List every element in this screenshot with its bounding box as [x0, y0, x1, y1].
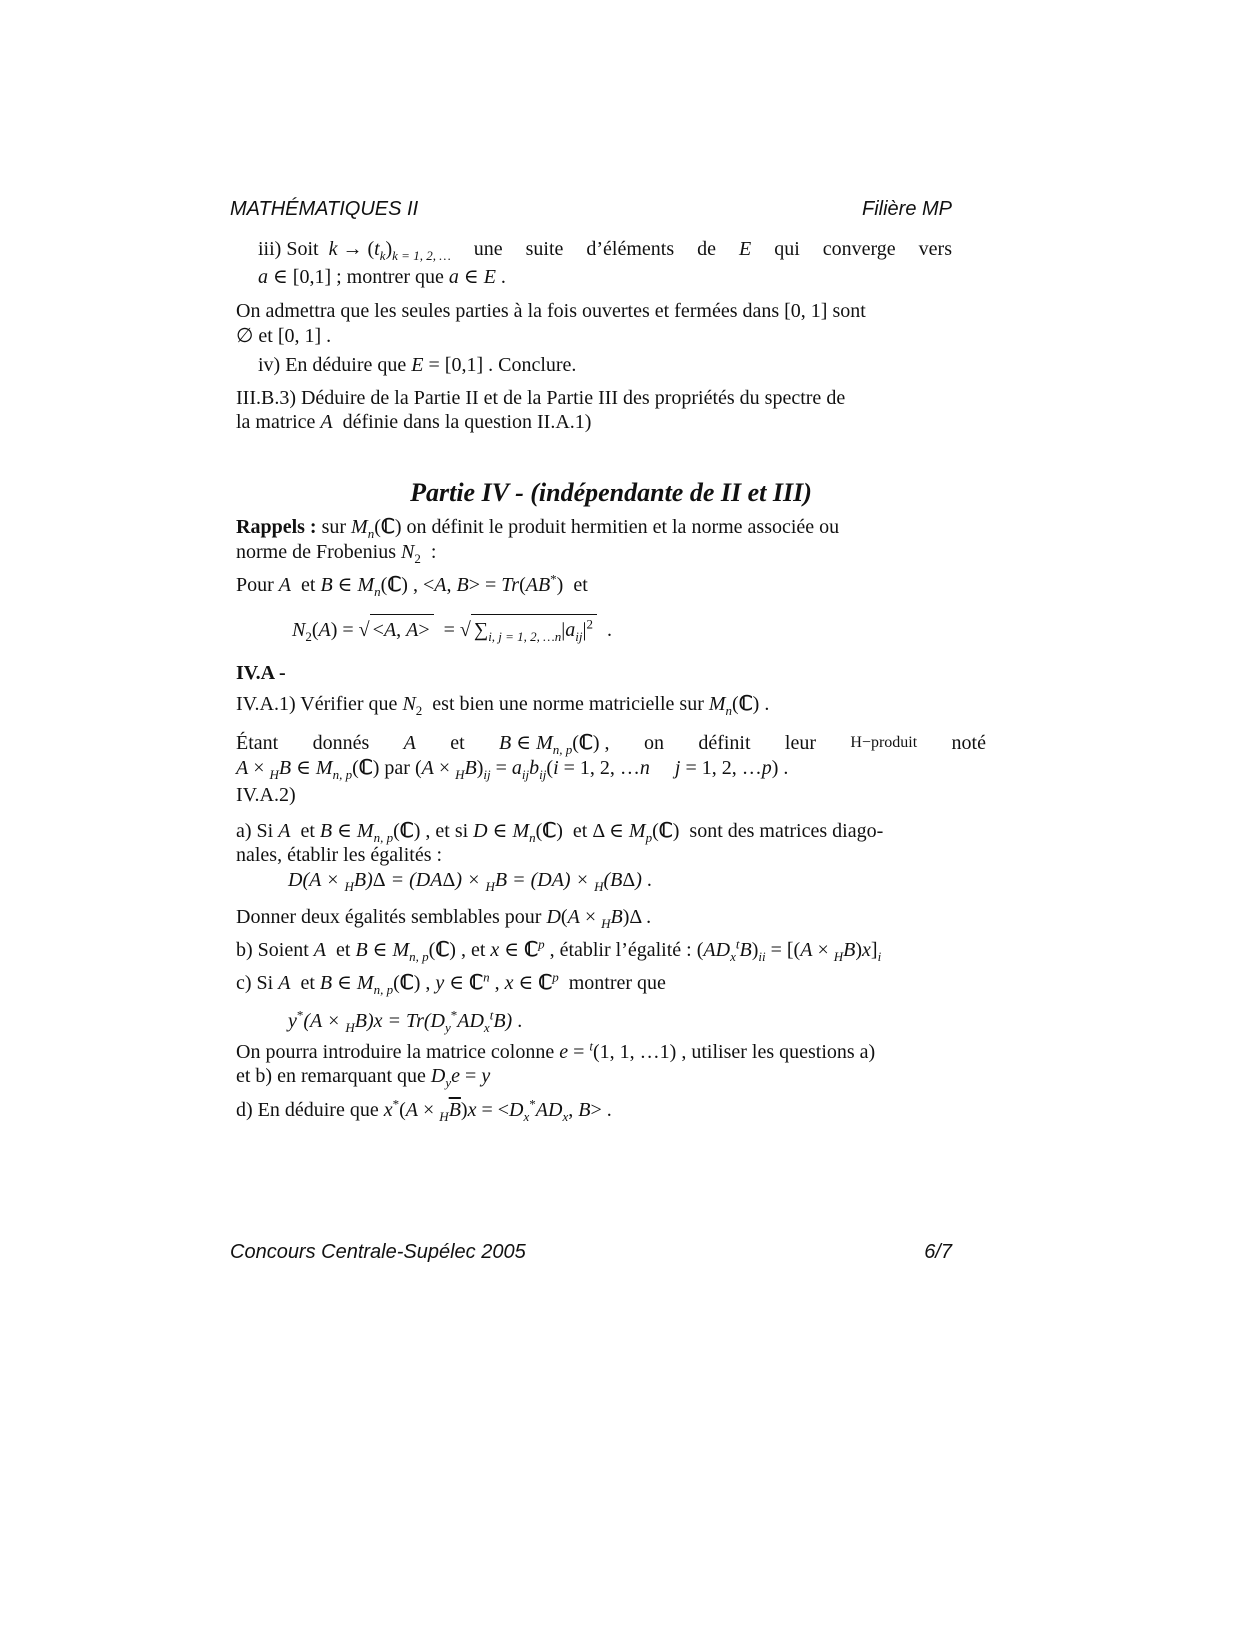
line-admettra: On admettra que les seules parties à la fois ouvertes et fermées dans [0, 1] sont: [236, 300, 866, 322]
line-a-si: a) Si A et B ∈ $M_{n, p}(ℂ)$ , et si D ∈ $M_n(ℂ)$ et Δ ∈ $M_p(ℂ)$ sont des matrices diago-: [236, 820, 884, 845]
line-donner: Donner deux égalités semblables pour D(A × $_H$B)Δ .: [236, 906, 652, 931]
line-nales: nales, établir les égalités :: [236, 844, 443, 866]
page-header-left: MATHÉMATIQUES II: [230, 198, 419, 220]
page-header-right: Filière MP: [861, 198, 952, 220]
line-c-si: c) Si A et B ∈ $M_{n, p}(ℂ)$ , y ∈ ℂ$^n$ , x ∈ ℂ$^p$ montrer que: [236, 969, 666, 997]
line-iiib3: III.B.3) Déduire de la Partie II et de la Partie III des propriétés du spectre de: [236, 387, 846, 409]
line-b-soient: b) Soient A et B ∈ $M_{n, p}(ℂ)$ , et x ∈ ℂ$^p$ , établir l’égalité : $(AD_x^tB)_{ii} = [(A \times _HB)x]_i$: [236, 936, 882, 964]
line-etant: Étant donnés A et B ∈ $M_{n, p}(ℂ)$ , on définit leur H−produit noté: [236, 732, 986, 757]
line-et-b: et b) en remarquant que $D_ye = y$: [236, 1065, 491, 1090]
line-empty-set: ∅ et [0, 1] .: [236, 325, 332, 347]
line-iva1: IV.A.1) Vérifier que $N_2$ est bien une norme matricielle sur $M_n(ℂ)$ .: [236, 693, 770, 718]
line-rappels: Rappels : sur $M_n(ℂ)$ on définit le produit hermitien et la norme associée ou: [236, 516, 840, 541]
line-iii-cont: a ∈ [0,1] ; montrer que a ∈ E .: [258, 266, 506, 288]
line-matrice-A: la matrice A définie dans la question II.A.1): [236, 411, 592, 433]
line-hproduct-def: A × $_H$B ∈ $M_{n, p}(ℂ)$ par $(A \times _HB)_{ij} = a_{ij}b_{ij}(i = 1$, 2, …n j = 1, 2, …p) .: [236, 757, 789, 782]
page-footer-left: Concours Centrale-Supélec 2005: [230, 1241, 526, 1263]
subsection-iva2: IV.A.2): [236, 784, 296, 806]
line-iii: iii) Soit $k \to (t_k)_{k = 1, 2, \dots}$ une suite d’éléments de E qui converge vers: [258, 238, 952, 263]
formula-a: D(A × $_H$B)Δ = (DAΔ) × $_H$B = (DA) × $_H$(BΔ) .: [288, 869, 652, 894]
line-d-en-deduire: d) En déduire que $x^*(A \times _H\overline{B})x = <D_x^*AD_x$, B> .: [236, 1096, 612, 1124]
line-pour: Pour A et B ∈ $M_n(ℂ)$ , <A, B> = Tr(AB*) et: [236, 571, 588, 599]
section-title: Partie IV - (indépendante de II et III): [410, 478, 812, 507]
page-number: 6/7: [924, 1241, 952, 1263]
subsection-iva: IV.A -: [236, 662, 286, 684]
formula-frobenius-norm: $N_2(A)$ = √ <A, A> = √ $\sum_{i, j = 1, 2, \dots n}|a_{ij}|^2$ .: [292, 614, 1042, 645]
line-frobenius: norme de Frobenius $N_2$ :: [236, 541, 437, 566]
line-iv: iv) En déduire que E = [0,1] . Conclure.: [258, 354, 577, 376]
line-on-pourra: On pourra introduire la matrice colonne e = $^t$(1, 1, …1) , utiliser les questions a): [236, 1038, 876, 1063]
formula-c: $y^*(A \times _HB)x = Tr(D_y^*AD_x^tB)$ .: [288, 1007, 523, 1035]
